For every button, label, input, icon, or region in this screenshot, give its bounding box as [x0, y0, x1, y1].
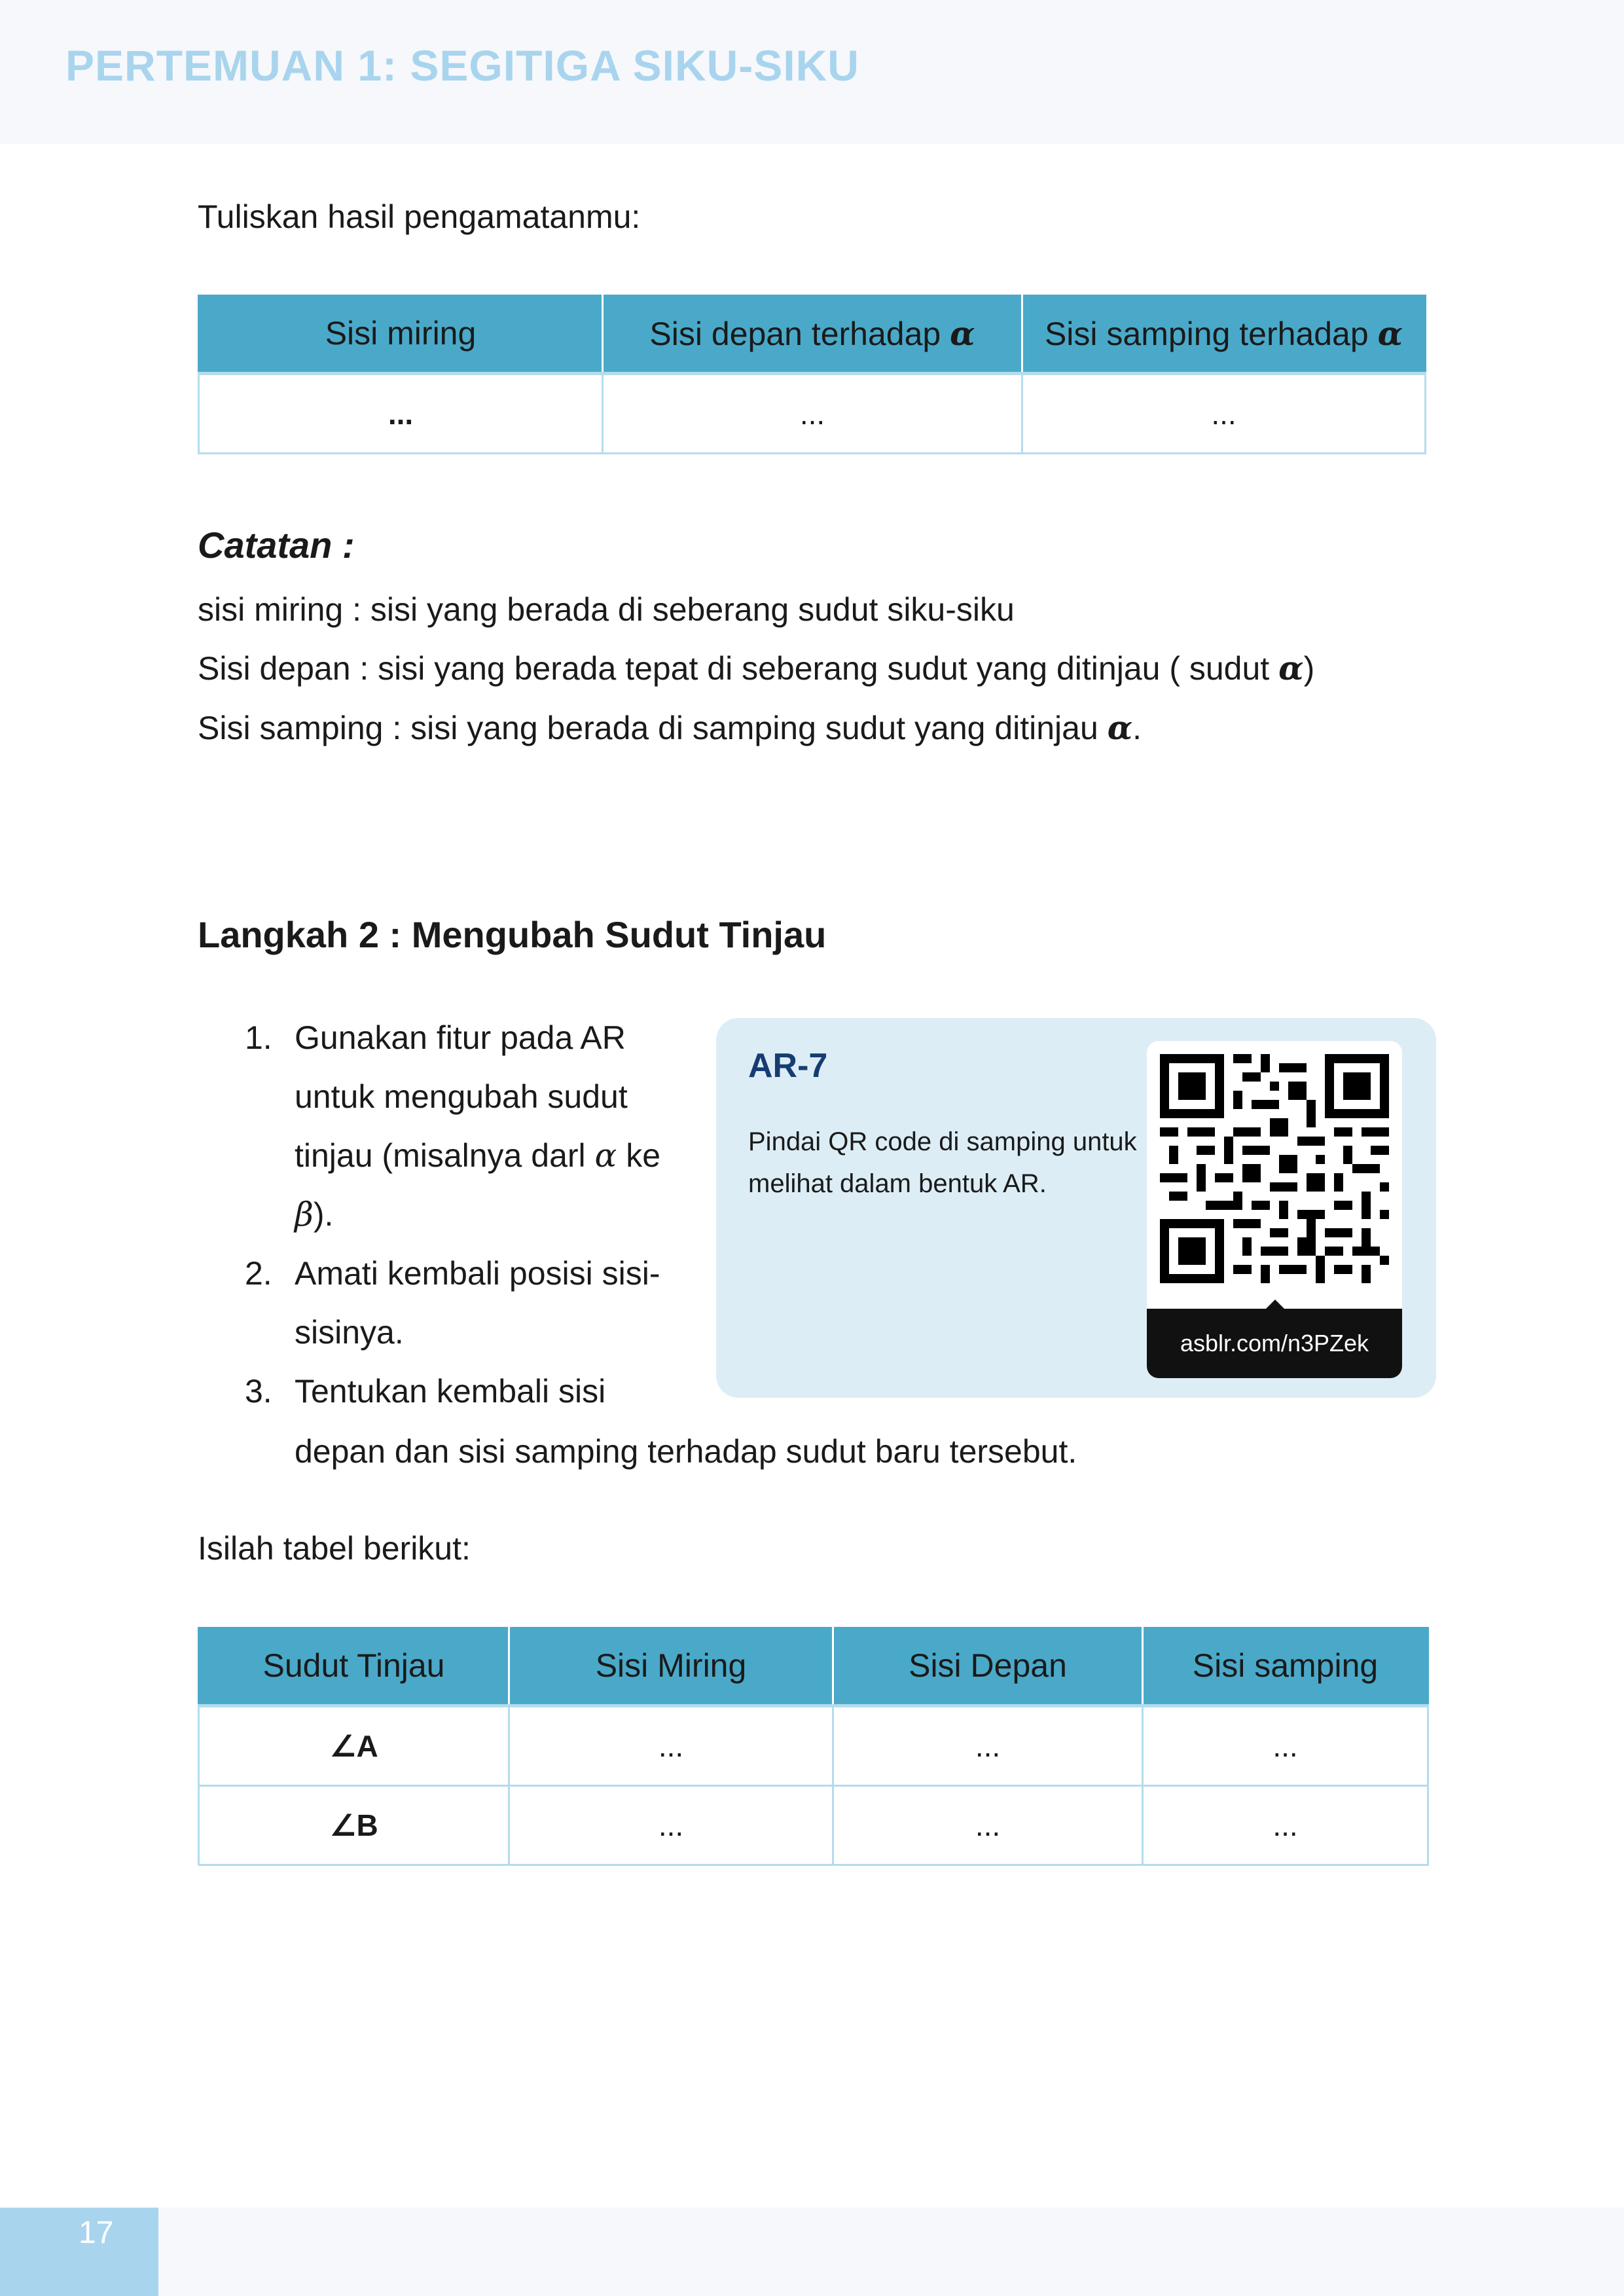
page-header-title: PERTEMUAN 1: SEGITIGA SIKU-SIKU [65, 41, 859, 90]
header-opposite: Sisi depan terhadap α [603, 295, 1022, 374]
angle-table [198, 1627, 1429, 1866]
cell-b-depan[interactable]: ... [833, 1786, 1143, 1865]
step-2-line-a: Amati kembali posisi sisi- [295, 1255, 660, 1292]
catatan-title: Catatan : [198, 524, 355, 566]
step-3-line-a: Tentukan kembali sisi [295, 1373, 606, 1410]
step-1-number: 1. [245, 1019, 272, 1056]
cell-a-samping[interactable]: ... [1143, 1706, 1428, 1786]
table-header-row [199, 1627, 1428, 1706]
observation-table [198, 295, 1426, 454]
header-sisi-samping: Sisi samping [1143, 1627, 1428, 1706]
catatan-line-1: sisi miring : sisi yang berada di seberang sudut siku-siku [198, 591, 1015, 628]
footer-band [0, 2208, 1624, 2296]
isilah-text: Isilah tabel berikut: [198, 1530, 471, 1567]
table-row [199, 1786, 1428, 1865]
cell-adjacent[interactable]: ... [1022, 374, 1426, 454]
catatan-line-3: Sisi samping : sisi yang berada di samping sudut yang ditinjau α. [198, 708, 1142, 747]
header-sisi-miring: Sisi Miring [509, 1627, 833, 1706]
table-header-row [199, 295, 1426, 374]
step-3-line-b: depan dan sisi samping terhadap sudut baru tersebut. [295, 1433, 1077, 1470]
table-row [199, 374, 1426, 454]
qr-url-link[interactable]: asblr.com/n3PZek [1147, 1309, 1402, 1378]
cell-angle-a: ∠A [199, 1706, 509, 1786]
step-1-line-c: tinjau (misalnya darl α ke [295, 1137, 660, 1175]
page-number: 17 [79, 2215, 114, 2250]
table-row [199, 1706, 1428, 1786]
intro-text: Tuliskan hasil pengamatanmu: [198, 198, 641, 235]
step-1-line-a: Gunakan fitur pada AR [295, 1019, 626, 1056]
cell-b-miring[interactable]: ... [509, 1786, 833, 1865]
cell-hypotenuse[interactable]: ... [199, 374, 603, 454]
qr-card[interactable] [1147, 1041, 1402, 1378]
header-sisi-depan: Sisi Depan [833, 1627, 1143, 1706]
section-title: Langkah 2 : Mengubah Sudut Tinjau [198, 914, 827, 955]
step-1-line-d: β). [295, 1195, 334, 1233]
qr-code-icon[interactable] [1160, 1054, 1389, 1283]
cell-opposite[interactable]: ... [603, 374, 1022, 454]
catatan-line-2: Sisi depan : sisi yang berada tepat di seberang sudut yang ditinjau ( sudut α) [198, 649, 1315, 687]
step-2-number: 2. [245, 1255, 272, 1292]
header-hypotenuse: Sisi miring [199, 295, 603, 374]
cell-b-samping[interactable]: ... [1143, 1786, 1428, 1865]
header-sudut-tinjau: Sudut Tinjau [199, 1627, 509, 1706]
step-1-line-b: untuk mengubah sudut [295, 1078, 628, 1115]
step-2-line-b: sisinya. [295, 1314, 404, 1351]
cell-a-depan[interactable]: ... [833, 1706, 1143, 1786]
step-3-number: 3. [245, 1373, 272, 1410]
header-adjacent: Sisi samping terhadap α [1022, 295, 1426, 374]
ar-title: AR-7 [748, 1047, 828, 1085]
cell-angle-b: ∠B [199, 1786, 509, 1865]
cell-a-miring[interactable]: ... [509, 1706, 833, 1786]
ar-description: Pindai QR code di samping untuk melihat dalam bentuk AR. [748, 1127, 1137, 1198]
